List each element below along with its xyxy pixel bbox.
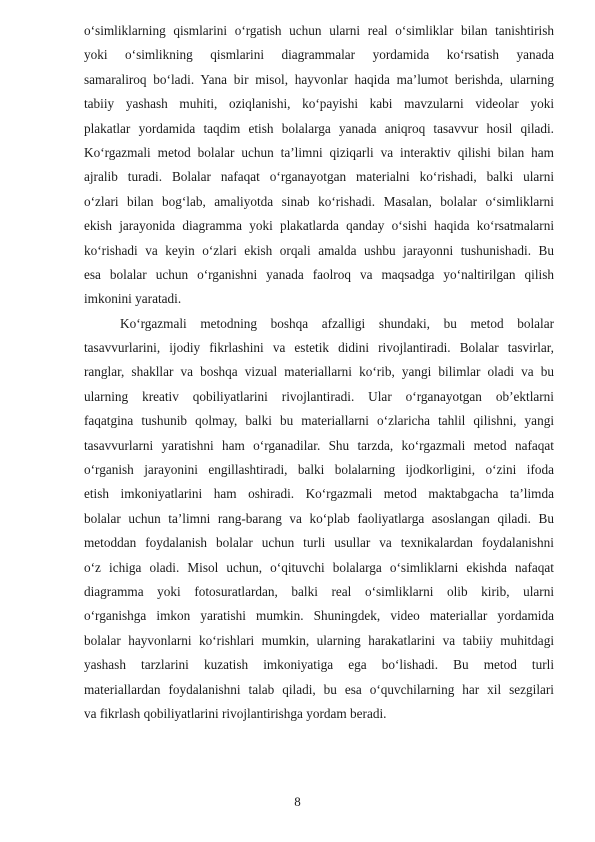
text-line: plakatlar yordamida taqdim etish bolalarga yanada aniqroq tasavvur hosil qiladi. bbox=[84, 120, 554, 136]
text-line: bolalar uchun ta’limni rang-barang va ko‘plab faoliyatlarga asoslangan qiladi. Bu bbox=[84, 510, 554, 526]
text-line: o‘zlari bilan bog‘lab, amaliyotda sinab ko‘rishadi. Masalan, bolalar o‘simliklarni bbox=[84, 193, 554, 209]
text-line: yoki o‘simlikning qismlarini diagrammalar yordamida ko‘rsatish yanada bbox=[84, 47, 554, 63]
text-line: tasavvurlarini, ijodiy fikrlashini va estetik didini rivojlantiradi. Bolalar tasvirlar, bbox=[84, 340, 554, 356]
text-line: metoddan foydalanish bolalar uchun turli usullar va texnikalardan foydalanishni bbox=[84, 535, 554, 551]
text-line: diagramma yoki fotosuratlardan, balki real o‘simliklarni olib kirib, ularni bbox=[84, 583, 554, 599]
text-line: o‘z ichiga oladi. Misol uchun, o‘qituvchi bolalarga o‘simliklarni ekishda nafaqat bbox=[84, 559, 554, 575]
text-line: yashash tarzlarini kuzatish imkoniyatiga ega bo‘lishadi. Bu metod turli bbox=[84, 657, 554, 673]
text-line: tasavvurlarni yaratishni ham o‘rganadilar. Shu tarzda, ko‘rgazmali metod nafaqat bbox=[84, 437, 554, 453]
text-line: materiallardan foydalanishni talab qiladi, bu esa o‘quvchilarning har xil sezgilari bbox=[84, 681, 554, 697]
text-line: ekish jarayonida diagramma yoki plakatlarda qanday o‘sishi haqida ko‘rsatmalarni bbox=[84, 218, 554, 234]
text-line: Ko‘rgazmali metod bolalar uchun ta’limni qiziqarli va interaktiv qilishi bilan ham bbox=[84, 144, 554, 160]
text-line: o‘simliklarning qismlarini o‘rgatish uchun ularni real o‘simliklar bilan tanishtirish bbox=[84, 23, 554, 38]
text-line: ularning kreativ qobiliyatlarini rivojlantiradi. Ular o‘rganayotgan ob’ektlarni bbox=[84, 388, 554, 404]
page-number: 8 bbox=[294, 794, 301, 809]
text-line-paragraph-start: Ko‘rgazmali metodning boshqa afzalligi shundaki, bu metod bolalar bbox=[120, 315, 554, 331]
text-line: etish imkoniyatlarini ham oshiradi. Ko‘rgazmali metod maktabgacha ta’limda bbox=[84, 486, 554, 502]
body-text bbox=[84, 19, 554, 726]
text-line: o‘rganishga imkon yaratishi mumkin. Shuningdek, video materiallar yordamida bbox=[84, 608, 554, 624]
text-line: faqatgina tushunib qolmay, balki bu materiallarni o‘zlaricha tahlil qilishni, yangi bbox=[84, 413, 554, 429]
text-line: ajralib turadi. Bolalar nafaqat o‘rganayotgan materialni ko‘rishadi, balki ularni bbox=[84, 169, 554, 185]
text-line: ranglar, shakllar va boshqa vizual materiallarni ko‘rib, yangi bilimlar oladi va bu bbox=[84, 364, 554, 380]
text-line: ko‘rishadi va keyin o‘zlari ekish orqali amalda ushbu jarayonni tushunishadi. Bu bbox=[84, 242, 554, 258]
text-line: bolalar hayvonlarni ko‘rishlari mumkin, ularning harakatlarini va tabiiy muhitdagi bbox=[84, 632, 554, 648]
text-line-paragraph-end: va fikrlash qobiliyatlarini rivojlantirishga yordam beradi. bbox=[84, 705, 387, 721]
text-line: esa bolalar uchun o‘rganishni yanada faolroq va maqsadga yo‘naltirilgan qilish bbox=[84, 266, 554, 282]
text-line: o‘rganish jarayonini engillashtiradi, balki bolalarning ijodkorligini, o‘zini ifoda bbox=[84, 462, 554, 478]
text-line: samaraliroq bo‘ladi. Yana bir misol, hayvonlar haqida ma’lumot berishda, ularning bbox=[84, 71, 554, 87]
text-line: tabiiy yashash muhiti, oziqlanishi, ko‘payishi kabi mavzularni videolar yoki bbox=[84, 96, 554, 112]
text-line-paragraph-end: imkonini yaratadi. bbox=[84, 291, 182, 307]
